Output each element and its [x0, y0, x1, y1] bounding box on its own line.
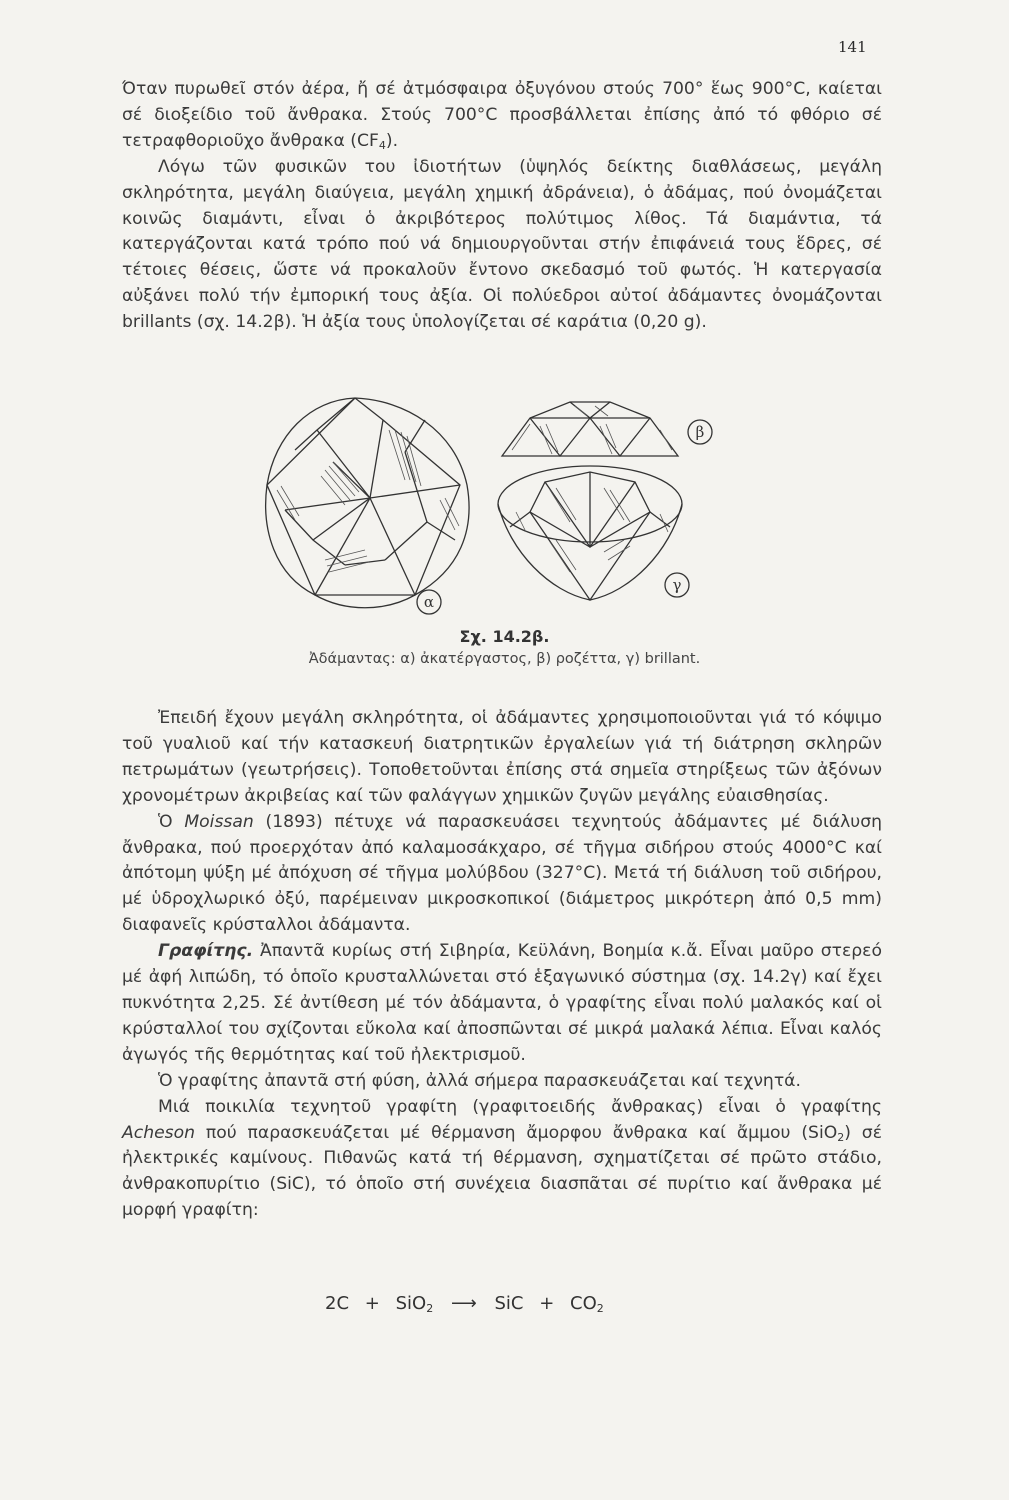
eq-plus: +	[364, 1293, 380, 1314]
figure-caption-title: Σχ. 14.2β.	[459, 627, 550, 646]
page-number: 141	[838, 38, 867, 56]
rough-diamond-drawing	[255, 390, 485, 620]
top-text-block	[122, 77, 882, 336]
figure-label-beta: β	[685, 417, 715, 447]
eq-term: SiC	[494, 1293, 524, 1314]
chemical-equation	[325, 1293, 685, 1314]
paragraph: Λόγω τῶν φυσικῶν του ἰδιοτήτων (ὑψηλός δείκτης διαθλάσεως, μεγάλη σκληρότητα, μεγάλη διαύγεια, μεγάλη χημική ἀδράνεια), ὁ ἀδάμας, πού ὀνομάζεται κοινῶς διαμάντι, εἶναι ὁ ἀκριβότερος πολύτιμος λίθος. Τά διαμάντια, τά κατεργάζονται κατά τρόπο πού νά δημιουργοῦνται στήν ἐπιφάνειά τους ἕδρες, σέ τέτοιες θέσεις, ὥστε νά προκαλοῦν ἔντονο σκεδασμό τοῦ φωτός. Ἡ κατεργασία αὐξάνει πολύ τήν ἐμπορική τους ἀξία. Οἱ πολύεδροι αὐτοί ἀδάμαντες ὀνομάζονται brillants (σχ. 14.2β). Ἡ ἀξία τους ὑπολογίζεται σέ καράτια (0,20 g).	[122, 156, 882, 333]
paragraph: Όταν πυρωθεῖ στόν ἀέρα, ἤ σέ ἀτμόσφαιρα ὀξυγόνου στούς 700° ἕως 900°C, καίεται σέ διοξείδιο τοῦ ἄνθρακα. Στούς 700°C προσβάλλεται ἐπίσης ἀπό τό φθόριο σέ τετραφθοριοῦχο ἄνθρακα $(CF_4)$.	[122, 79, 882, 152]
rose-cut-drawing	[500, 398, 680, 458]
figure-label-alpha: α	[414, 587, 444, 617]
paragraph: Μιά ποικιλία τεχνητοῦ γραφίτη (γραφιτοειδής ἄνθρακας) εἶναι ὁ γραφίτης Acheson πού παρασκευάζεται μέ θέρμανση ἄμορφου ἄνθρακα καί ἄμμου (SiO$_2$) σέ ἠλεκτρικές καμίνους. Πιθανῶς κατά τή θέρμανση, σχηματίζεται σέ πρῶτο στάδιο, ἀνθρακοπυρίτιο (SiC), τό ὁποῖο στή συνέχεια διασπᾶται σέ πυρίτιο καί ἄνθρακα μέ μορφή γραφίτη:	[122, 1096, 882, 1221]
eq-term: SiO$_2$	[395, 1293, 434, 1315]
eq-term: $CO_2$	[570, 1293, 604, 1315]
eq-arrow: ⟶	[450, 1293, 477, 1314]
paragraph: Ὁ Moissan (1893) πέτυχε νά παρασκευάσει τεχνητούς ἀδάμαντες μέ διάλυση ἄνθρακα, πού προερχόταν ἀπό καλαμοσάκχαρο, σέ τῆγμα σιδήρου στούς 4000°C καί ἀπότομη ψύξη μέ ἀπόχυση σέ τῆγμα μολύβδου (327°C). Μετά τή διάλυση τοῦ σιδήρου, μέ ὑδροχλωρικό ὀξύ, παρέμειναν μικροσκοπικοί (διάμετρος μικρότερη ἀπό 0,5 mm) διαφανεῖς κρύσταλλοι ἀδάμαντα.	[122, 811, 882, 936]
paragraph: Ἐπειδή ἔχουν μεγάλη σκληρότητα, οἱ ἀδάμαντες χρησιμοποιοῦνται γιά τό κόψιμο τοῦ γυαλιοῦ καί τήν κατασκευή διατρητικῶν ἐργαλείων γιά τή διάτρηση σκληρῶν πετρωμάτων (γεωτρήσεις). Τοποθετοῦνται ἐπίσης στά σημεῖα στηρίξεως τῶν ἀξόνων χρονομέτρων ἀκριβείας καί τῶν φαλάγγων χημικῶν ζυγῶν μεγάλης εὐαισθησίας.	[122, 708, 882, 806]
bottom-text-block	[122, 706, 882, 1224]
figure-caption-text: Ἀδάμαντας: α) ἀκατέργαστος, β) ροζέττα, γ) brillant.	[308, 651, 701, 667]
figure-label-gamma: γ	[662, 570, 692, 600]
brilliant-cut-drawing	[490, 452, 690, 602]
eq-term: 2C	[325, 1293, 350, 1314]
paragraph: Ὁ γραφίτης ἀπαντᾶ στή φύση, ἀλλά σήμερα παρασκευάζεται καί τεχνητά.	[158, 1070, 801, 1091]
paragraph: Γραφίτης. Ἀπαντᾶ κυρίως στή Σιβηρία, Κεϋλάνη, Βοημία κ.ἄ. Εἶναι μαῦρο στερεό μέ ἀφή λιπώδη, τό ὁποῖο κρυσταλλώνεται στό ἑξαγωνικό σύστημα (σχ. 14.2γ) καί ἔχει πυκνότητα 2,25. Σέ ἀντίθεση μέ τόν ἀδάμαντα, ὁ γραφίτης εἶναι πολύ μαλακός καί οἱ κρύσταλλοί του σχίζονται εὔκολα καί ἀποσπῶνται σέ μικρά μαλακά λέπια. Εἶναι καλός ἀγωγός τῆς θερμότητας καί τοῦ ἠλεκτρισμοῦ.	[122, 941, 882, 1065]
eq-plus: +	[539, 1293, 555, 1314]
